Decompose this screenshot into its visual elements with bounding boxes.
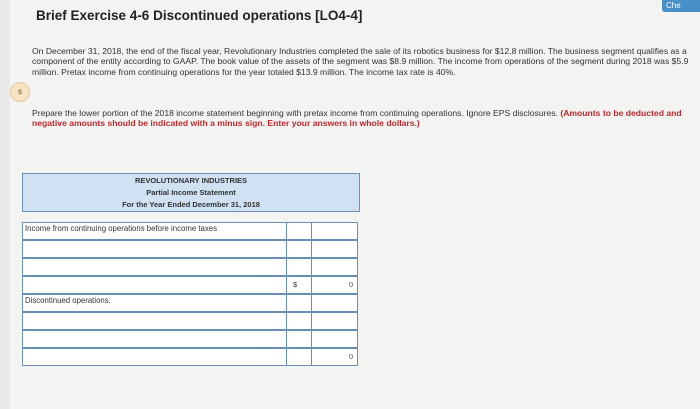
column-divider: [311, 313, 312, 329]
exercise-title: Brief Exercise 4-6 Discontinued operations [LO4-4]: [36, 8, 363, 23]
column-divider: [311, 349, 312, 365]
amount-input[interactable]: 0: [348, 280, 353, 289]
column-divider: [286, 223, 287, 239]
question-nav-badge[interactable]: s: [10, 82, 30, 102]
statement-row: [22, 276, 358, 294]
statement-row: [22, 348, 358, 366]
check-my-work-button[interactable]: Che: [662, 0, 700, 12]
page: [10, 0, 700, 409]
statement-row: [22, 222, 358, 240]
instructions-text: Prepare the lower portion of the 2018 income statement beginning with pretax income from continuing operations. Ignore EPS disclosures.: [32, 108, 561, 118]
column-divider: [311, 259, 312, 275]
statement-header: [22, 173, 360, 212]
column-divider: [311, 241, 312, 257]
column-divider: [286, 259, 287, 275]
statement-row: [22, 312, 358, 330]
statement-row: [22, 240, 358, 258]
instructions-paragraph: [32, 108, 692, 129]
column-divider: [311, 331, 312, 347]
statement-row: [22, 294, 358, 312]
row-label-input[interactable]: Discontinued operations:: [25, 296, 111, 305]
company-name: REVOLUTIONARY INDUSTRIES: [134, 176, 248, 185]
column-divider: [311, 295, 312, 311]
instructions-note: (Amounts to be deducted and negative amounts should be indicated with a minus sign. Enter your answers in whole dollars.): [32, 108, 682, 129]
currency-symbol: $: [293, 280, 298, 289]
amount-input[interactable]: 0: [348, 352, 353, 361]
statement-row: [22, 330, 358, 348]
statement-period: For the Year Ended December 31, 2018: [122, 200, 260, 209]
column-divider: [286, 331, 287, 347]
column-divider: [286, 277, 287, 293]
row-label-input[interactable]: Income from continuing operations before income taxes: [25, 224, 217, 233]
statement-name: Partial Income Statement: [146, 188, 236, 197]
column-divider: [311, 277, 312, 293]
column-divider: [286, 349, 287, 365]
statement-row: [22, 258, 358, 276]
column-divider: [286, 241, 287, 257]
column-divider: [311, 223, 312, 239]
column-divider: [286, 313, 287, 329]
column-divider: [286, 295, 287, 311]
problem-paragraph: On December 31, 2018, the end of the fiscal year, Revolutionary Industries completed the sale of its robotics business for $12.8 million. The business segment qualifies as a component of the entity according to GAAP. The book value of the assets of the segment was $8.9 million. The income from operations of the segment during 2018 was $5.9 million. Pretax income from continuing operations for the year totaled $13.9 million. The income tax rate is 40%.: [32, 46, 689, 77]
